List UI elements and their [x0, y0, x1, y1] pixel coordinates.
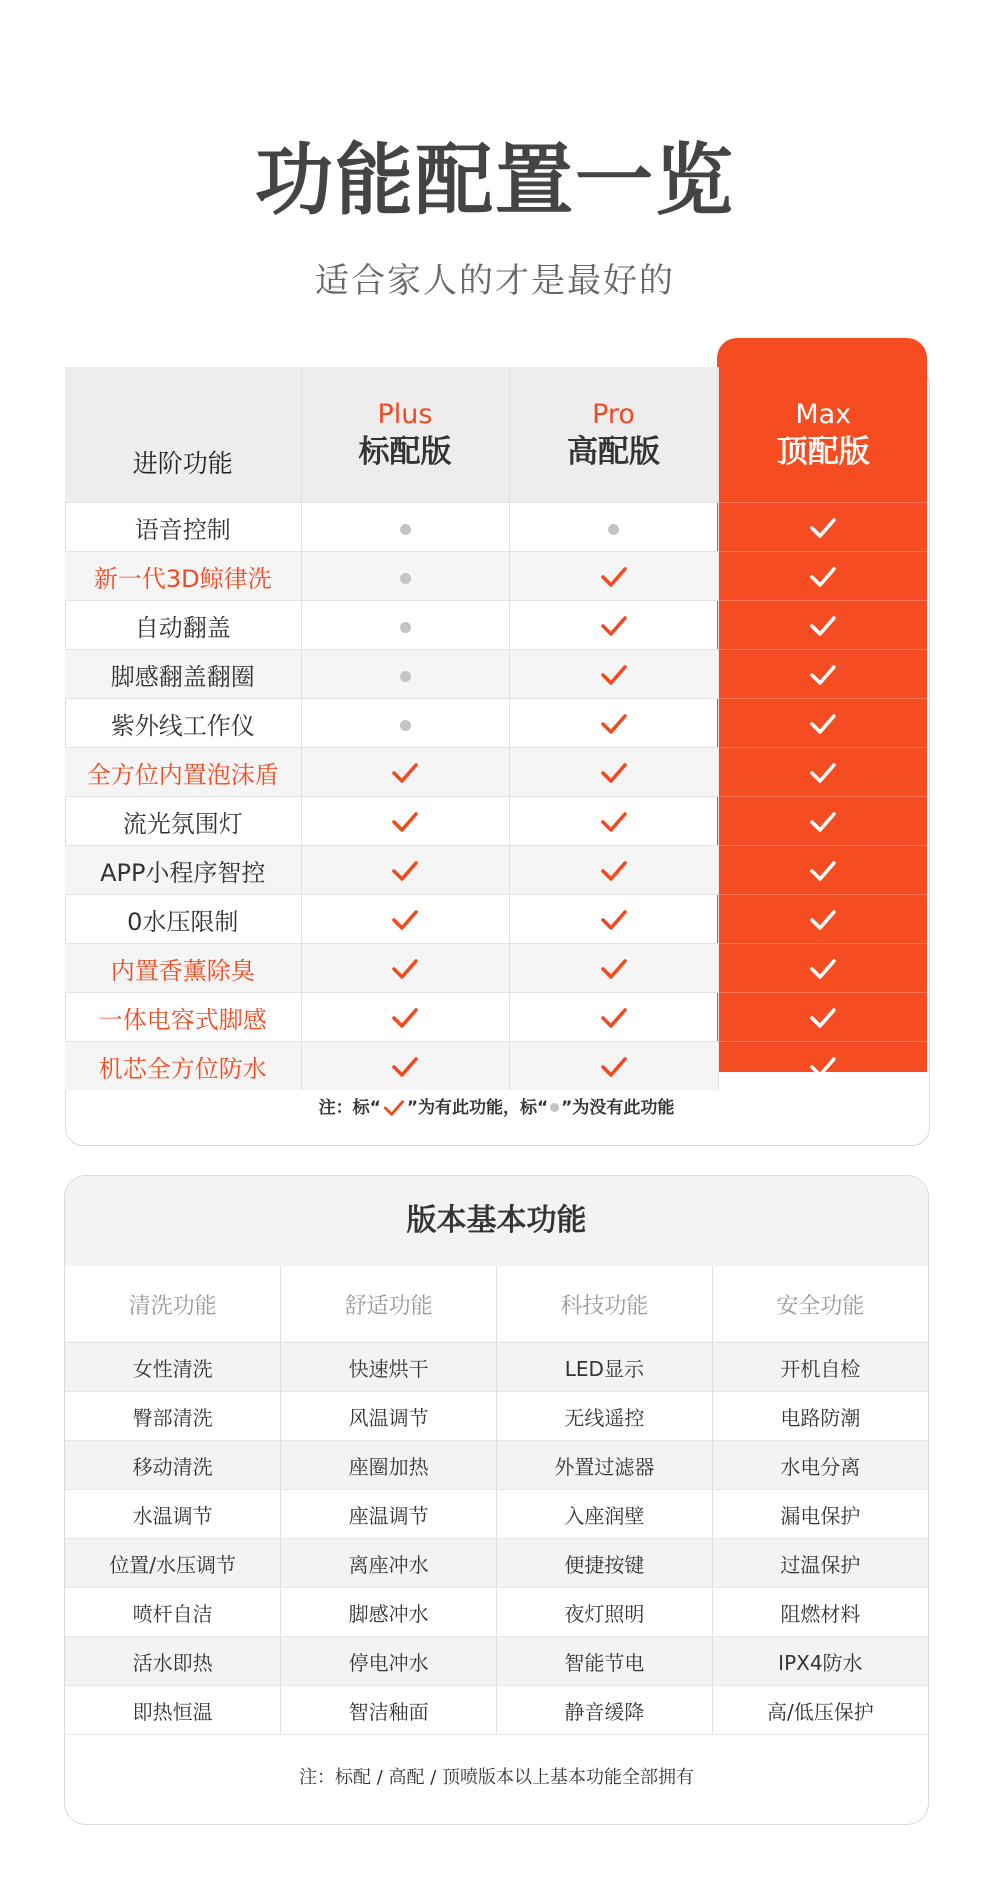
basic-feature-cell: 无线遥控 — [497, 1392, 713, 1441]
feature-name: 脚感翻盖翻圈 — [65, 650, 301, 699]
feature-availability-cell — [509, 503, 718, 552]
basic-feature-cell: 臀部清洗 — [65, 1392, 281, 1441]
feature-availability-cell — [301, 846, 509, 895]
comparison-row — [65, 846, 928, 895]
version-name-zh: 高配版 — [567, 433, 660, 470]
feature-availability-cell — [301, 797, 509, 846]
feature-availability-cell — [509, 993, 718, 1042]
feature-name: 一体电容式脚感 — [65, 993, 301, 1042]
basic-row — [65, 1539, 928, 1588]
basic-features-title: 版本基本功能 — [65, 1176, 928, 1266]
basic-row — [65, 1588, 928, 1637]
feature-name: 自动翻盖 — [65, 601, 301, 650]
check-icon — [809, 860, 837, 882]
comparison-row — [65, 944, 928, 993]
version-name-zh: 标配版 — [358, 433, 452, 470]
dot-icon — [550, 1103, 559, 1112]
feature-availability-cell — [718, 797, 928, 846]
check-icon — [809, 811, 837, 833]
comparison-row — [65, 650, 928, 699]
check-icon — [391, 909, 419, 931]
basic-features-table — [65, 1266, 928, 1735]
comparison-row — [65, 748, 928, 797]
feature-availability-cell — [301, 993, 509, 1042]
feature-name: 全方位内置泡沫盾 — [65, 748, 301, 797]
version-name-en: Plus — [377, 398, 433, 430]
dot-icon — [400, 720, 411, 731]
feature-availability-cell — [301, 748, 509, 797]
basic-row — [65, 1686, 928, 1735]
comparison-row — [65, 797, 928, 846]
feature-availability-cell — [301, 650, 509, 699]
version-header-max — [718, 367, 928, 503]
basic-feature-cell: 静音缓降 — [497, 1686, 713, 1735]
check-icon — [809, 762, 837, 784]
comparison-row — [65, 552, 928, 601]
feature-availability-cell — [718, 944, 928, 993]
basic-feature-cell: 开机自检 — [712, 1343, 928, 1392]
check-icon — [600, 664, 628, 686]
basic-feature-cell: 过温保护 — [712, 1539, 928, 1588]
feature-availability-cell — [509, 552, 718, 601]
comparison-header-row — [65, 367, 928, 503]
basic-feature-cell: 活水即热 — [65, 1637, 281, 1686]
feature-name: APP小程序智控 — [65, 846, 301, 895]
feature-availability-cell — [718, 895, 928, 944]
basic-feature-cell: 智能节电 — [497, 1637, 713, 1686]
legend-text: ”为没有此功能 — [561, 1098, 675, 1118]
basic-feature-cell: 阻燃材料 — [712, 1588, 928, 1637]
basic-feature-cell: 入座润壁 — [497, 1490, 713, 1539]
check-icon — [809, 664, 837, 686]
check-icon — [809, 713, 837, 735]
check-icon — [809, 909, 837, 931]
feature-name: 紫外线工作仪 — [65, 699, 301, 748]
check-icon — [809, 958, 837, 980]
check-icon — [600, 762, 628, 784]
basic-features-note: 注：标配 / 高配 / 顶喷版本以上基本功能全部拥有 — [298, 1767, 694, 1788]
page-title: 功能配置一览 — [254, 136, 735, 226]
check-icon — [600, 1007, 628, 1029]
page-subtitle: 适合家人的才是最好的 — [315, 261, 675, 301]
feature-column-header: 进阶功能 — [65, 367, 301, 503]
basic-feature-cell: 外置过滤器 — [497, 1441, 713, 1490]
feature-name: 0水压限制 — [65, 895, 301, 944]
basic-feature-cell: 水电分离 — [712, 1441, 928, 1490]
basic-feature-cell: 高/低压保护 — [712, 1686, 928, 1735]
feature-availability-cell — [301, 552, 509, 601]
basic-feature-cell: 夜灯照明 — [497, 1588, 713, 1637]
basic-feature-cell: 位置/水压调节 — [65, 1539, 281, 1588]
check-icon — [383, 1099, 405, 1117]
check-icon — [809, 517, 837, 539]
feature-name: 内置香薰除臭 — [65, 944, 301, 993]
category-header: 安全功能 — [712, 1266, 928, 1343]
basic-feature-cell: LED显示 — [497, 1343, 713, 1392]
version-header-pro — [509, 367, 718, 503]
feature-availability-cell — [718, 650, 928, 699]
comparison-table — [65, 367, 928, 1090]
basic-row — [65, 1637, 928, 1686]
basic-features-card — [64, 1175, 929, 1825]
feature-name: 语音控制 — [65, 503, 301, 552]
basic-feature-cell: 风温调节 — [281, 1392, 497, 1441]
check-icon — [600, 958, 628, 980]
check-icon — [809, 566, 837, 588]
feature-name: 新一代3D鲸律洗 — [65, 552, 301, 601]
basic-feature-cell: 电路防潮 — [712, 1392, 928, 1441]
check-icon — [809, 1007, 837, 1029]
basic-row — [65, 1392, 928, 1441]
check-icon — [391, 811, 419, 833]
feature-availability-cell — [509, 601, 718, 650]
feature-availability-cell — [509, 944, 718, 993]
basic-feature-cell: 离座冲水 — [281, 1539, 497, 1588]
dot-icon — [400, 524, 411, 535]
version-name-en: Pro — [592, 398, 635, 430]
legend-text: 注：标“ — [318, 1098, 381, 1118]
basic-row — [65, 1441, 928, 1490]
feature-availability-cell — [509, 699, 718, 748]
check-icon — [391, 762, 419, 784]
check-icon — [391, 860, 419, 882]
basic-row — [65, 1343, 928, 1392]
dot-icon — [400, 671, 411, 682]
feature-availability-cell — [509, 650, 718, 699]
check-icon — [600, 615, 628, 637]
check-icon — [809, 615, 837, 637]
dot-icon — [400, 573, 411, 584]
basic-feature-cell: 快速烘干 — [281, 1343, 497, 1392]
feature-availability-cell — [301, 895, 509, 944]
comparison-legend-note — [65, 1072, 928, 1144]
feature-availability-cell — [718, 993, 928, 1042]
check-icon — [600, 713, 628, 735]
basic-feature-cell: 智洁釉面 — [281, 1686, 497, 1735]
feature-availability-cell — [718, 699, 928, 748]
feature-availability-cell — [718, 552, 928, 601]
check-icon — [391, 958, 419, 980]
check-icon — [600, 566, 628, 588]
category-header: 舒适功能 — [281, 1266, 497, 1343]
basic-feature-cell: 座温调节 — [281, 1490, 497, 1539]
comparison-row — [65, 699, 928, 748]
basic-feature-cell: 移动清洗 — [65, 1441, 281, 1490]
check-icon — [600, 860, 628, 882]
feature-name: 机芯全方位防水 — [65, 1042, 301, 1091]
basic-feature-cell: IPX4防水 — [712, 1637, 928, 1686]
dot-icon — [608, 524, 619, 535]
feature-availability-cell — [718, 503, 928, 552]
comparison-row — [65, 993, 928, 1042]
basic-row — [65, 1490, 928, 1539]
version-header-plus — [301, 367, 509, 503]
feature-availability-cell — [509, 748, 718, 797]
feature-availability-cell — [301, 699, 509, 748]
check-icon — [600, 909, 628, 931]
basic-feature-cell: 漏电保护 — [712, 1490, 928, 1539]
legend-text: ”为有此功能，标“ — [406, 1098, 549, 1118]
feature-availability-cell — [718, 601, 928, 650]
comparison-row — [65, 601, 928, 650]
feature-availability-cell — [301, 601, 509, 650]
feature-availability-cell — [301, 503, 509, 552]
version-name-en: Max — [795, 398, 852, 430]
category-header: 科技功能 — [497, 1266, 713, 1343]
feature-availability-cell — [301, 944, 509, 993]
version-name-zh: 顶配版 — [776, 433, 870, 470]
basic-feature-cell: 水温调节 — [65, 1490, 281, 1539]
feature-availability-cell — [509, 846, 718, 895]
check-icon — [391, 1007, 419, 1029]
comparison-row — [65, 895, 928, 944]
feature-availability-cell — [718, 846, 928, 895]
dot-icon — [400, 622, 411, 633]
basic-feature-cell: 脚感冲水 — [281, 1588, 497, 1637]
feature-availability-cell — [509, 797, 718, 846]
basic-feature-cell: 座圈加热 — [281, 1441, 497, 1490]
basic-header-row — [65, 1266, 928, 1343]
category-header: 清洗功能 — [65, 1266, 281, 1343]
check-icon — [600, 811, 628, 833]
basic-feature-cell: 停电冲水 — [281, 1637, 497, 1686]
basic-feature-cell: 便捷按键 — [497, 1539, 713, 1588]
feature-availability-cell — [509, 895, 718, 944]
basic-feature-cell: 即热恒温 — [65, 1686, 281, 1735]
feature-name: 流光氛围灯 — [65, 797, 301, 846]
basic-feature-cell: 女性清洗 — [65, 1343, 281, 1392]
feature-availability-cell — [718, 748, 928, 797]
basic-feature-cell: 喷杆自洁 — [65, 1588, 281, 1637]
comparison-row — [65, 503, 928, 552]
